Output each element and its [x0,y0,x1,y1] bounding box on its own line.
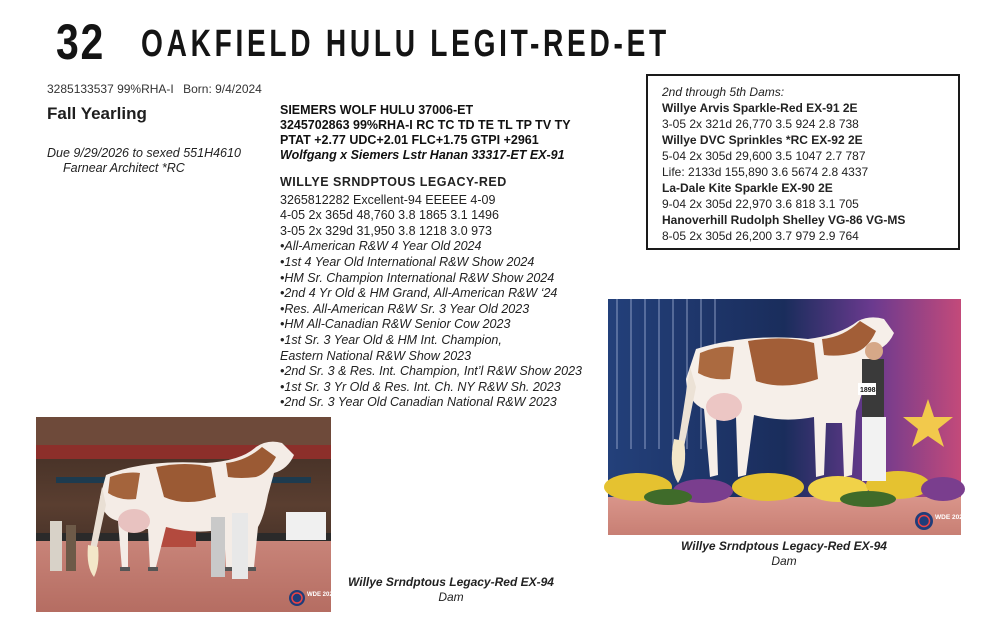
third-dam-name: Willye DVC Sprinkles *RC EX-92 2E [662,133,863,147]
dam-award: •HM Sr. Champion International R&W Show 2024 [280,270,555,285]
dam-award: •2nd Sr. 3 Year Old Canadian National R&W 2023 [280,395,557,410]
dam-award: •1st 4 Year Old International R&W Show 2024 [280,254,535,269]
dam-award: Eastern National R&W Show 2023 [280,348,472,363]
extended-pedigree-header: 2nd through 5th Dams: [662,85,785,99]
second-dam-record: 3-05 2x 321d 26,770 3.5 924 2.8 738 [662,117,859,131]
registration-id: 3285133537 99%RHA-I [47,82,174,96]
dam-record: 3265812282 Excellent-94 EEEEE 4-09 [280,192,496,207]
dam-award: •All-American R&W 4 Year Old 2024 [280,239,482,254]
fifth-dam-name: Hanoverhill Rudolph Shelley VG-86 VG-MS [662,213,906,227]
dam-block [280,175,582,411]
dam-name: WILLYE SRNDPTOUS LEGACY-RED [280,175,507,189]
handler-number: 1898 [860,387,876,394]
third-dam-lifetime: Life: 2133d 155,890 3.6 5674 2.8 4337 [662,165,869,179]
dam-award: •1st Sr. 3 Yr Old & Res. Int. Ch. NY R&W Sh. 2023 [280,379,561,394]
right-photo-caption [664,539,904,569]
dam-award: •HM All-Canadian R&W Senior Cow 2023 [280,317,511,332]
dam-award: •2nd Sr. 3 & Res. Int. Champion, Int’l R&W Show 2023 [280,364,582,379]
right-caption-role: Dam [771,554,797,568]
fourth-dam-name: La-Dale Kite Sparkle EX-90 2E [662,181,833,195]
dam-award: •2nd 4 Yr Old & HM Grand, All-American R&W ‘24 [280,286,558,301]
third-dam-record: 5-04 2x 305d 29,600 3.5 1047 2.7 787 [662,149,866,163]
dam-photo-arena [36,417,337,612]
lot-number: 32 [56,14,105,70]
sire-pedigree: Wolfgang x Siemers Lstr Hanan 33317-ET EX-91 [280,148,565,162]
fifth-dam-record: 8-05 2x 305d 26,200 3.7 979 2.9 764 [662,229,859,243]
wde-badge-left: WDE 2026 [307,592,337,598]
extended-pedigree-box [646,74,960,250]
wde-badge-right: WDE 2026 [935,514,967,521]
dam-award: •1st Sr. 3 Year Old & HM Int. Champion, [280,332,502,347]
dam-record: 4-05 2x 365d 48,760 3.8 1865 3.1 1496 [280,208,499,223]
registration-line [47,82,262,96]
right-caption-name: Willye Srndptous Legacy-Red EX-94 [681,539,887,553]
second-dam-name: Willye Arvis Sparkle-Red EX-91 2E [662,101,858,115]
left-photo-caption [331,575,571,605]
birth-date: Born: 9/4/2024 [183,82,262,96]
dam-record: 3-05 2x 329d 31,950 3.8 1218 3.0 973 [280,223,492,238]
service-sire-line: Farnear Architect *RC [63,161,185,175]
class-label: Fall Yearling [47,104,147,123]
sire-block [280,103,571,163]
dam-photo-studio [608,299,967,535]
sire-proof: PTAT +2.77 UDC+2.01 FLC+1.75 GTPI +2961 [280,133,539,147]
arena-photo-image [36,417,337,612]
left-caption-role: Dam [438,590,464,604]
sire-name: SIEMERS WOLF HULU 37006-ET [280,103,474,117]
left-caption-name: Willye Srndptous Legacy-Red EX-94 [348,575,554,589]
dam-award: •Res. All-American R&W Sr. 3 Year Old 2023 [280,301,530,316]
fourth-dam-record: 9-04 2x 305d 22,970 3.6 818 3.1 705 [662,197,859,211]
due-date-line: Due 9/29/2026 to sexed 551H4610 [47,146,241,160]
animal-name-heading: OAKFIELD HULU LEGIT-RED-ET [141,23,670,65]
sire-registration: 3245702863 99%RHA-I RC TC TD TE TL TP TV TY [280,118,571,132]
studio-photo-image [608,299,967,535]
